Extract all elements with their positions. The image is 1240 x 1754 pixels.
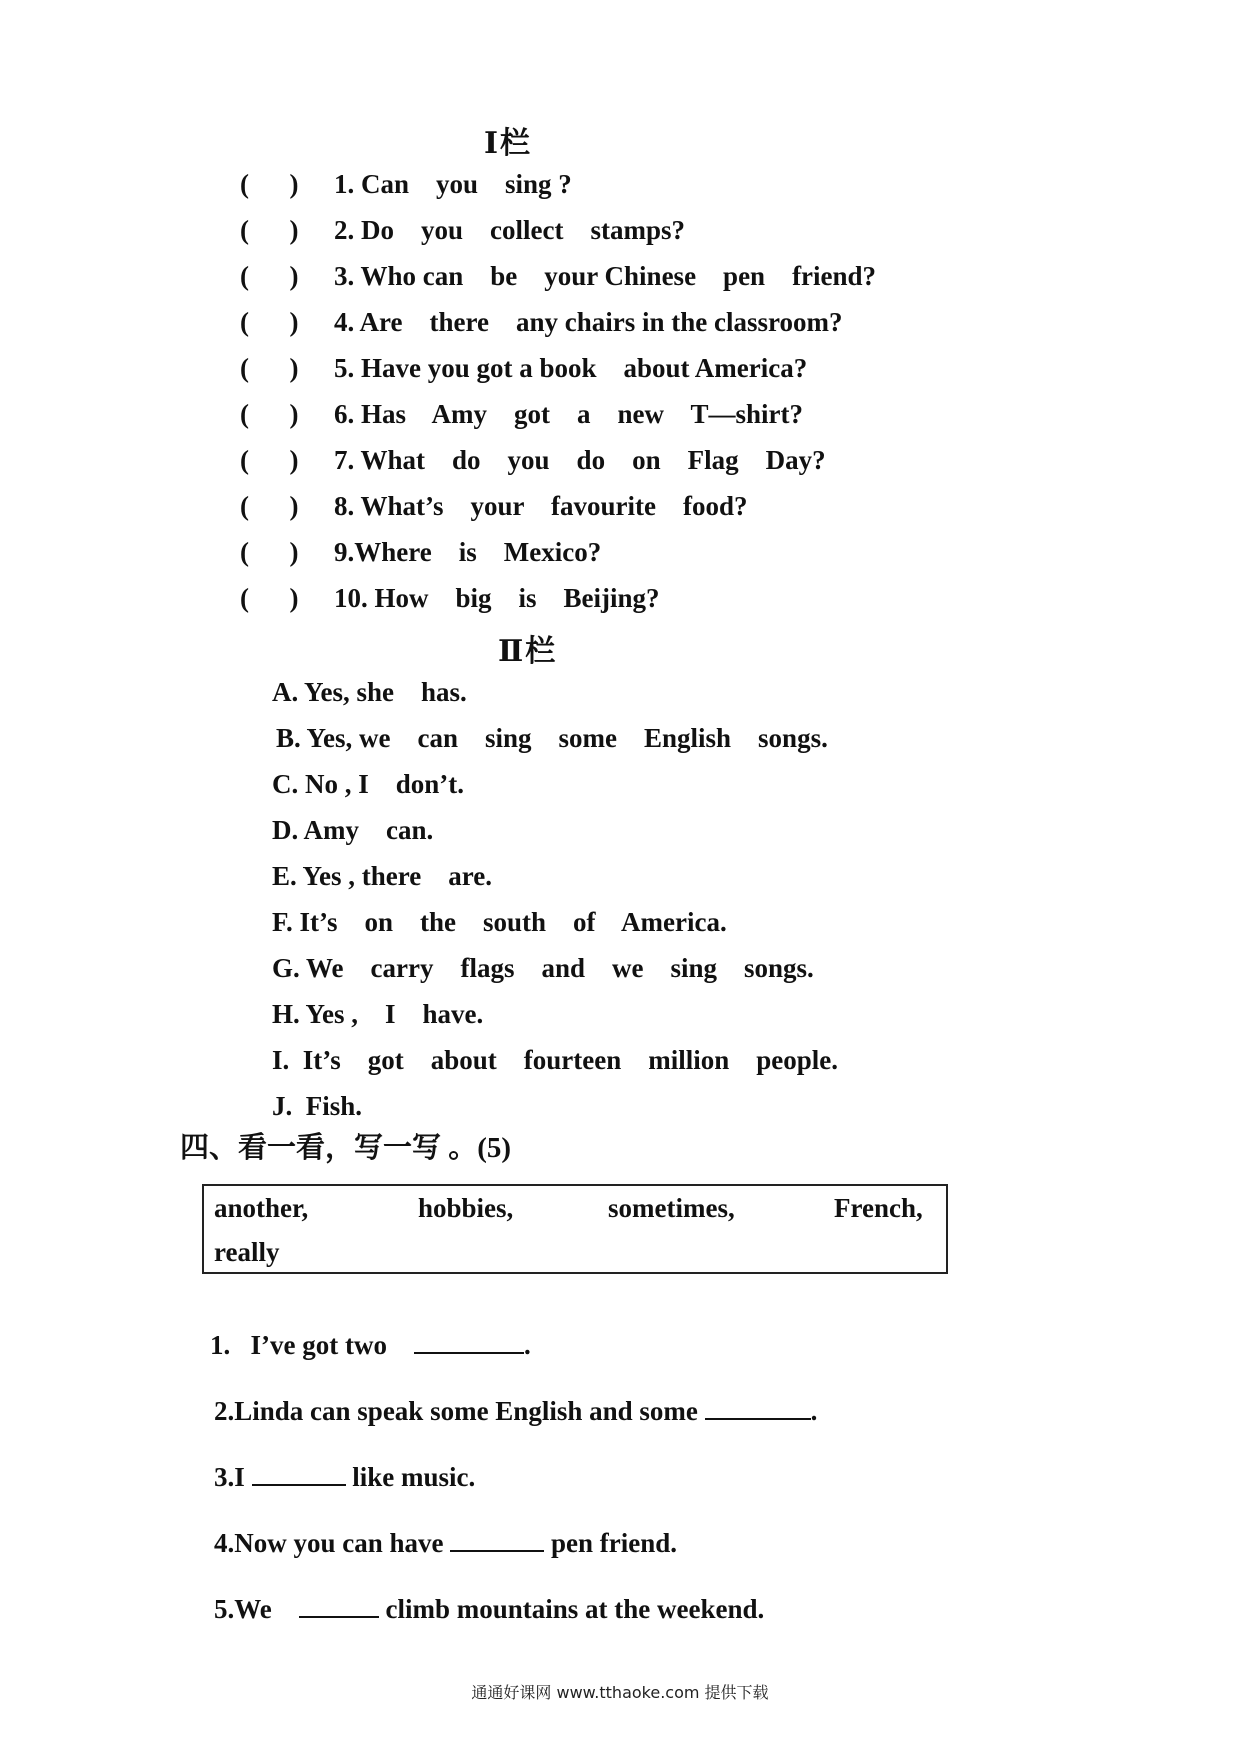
page-footer: 通通好课网 www.tthaoke.com 提供下载 [471, 1683, 769, 1702]
answer-paren[interactable]: ( ) [240, 215, 299, 245]
question-row [240, 258, 876, 294]
question-text: 10. How big is Beijing? [334, 583, 660, 613]
answer-option: D. Amy can. [272, 815, 434, 845]
answer-paren[interactable]: ( ) [240, 307, 299, 337]
answer-blank[interactable] [705, 1392, 811, 1420]
sentence-text: 2.Linda can speak some English and some [214, 1396, 705, 1426]
question-text: 1. Can you sing ? [334, 169, 572, 199]
section-4-heading: 四、看一看，写一写 。(5) [180, 1132, 512, 1164]
question-row [240, 488, 748, 524]
question-row [240, 534, 601, 570]
answer-option: I. It’s got about fourteen million people. [272, 1045, 838, 1075]
word-bank-item: really [214, 1237, 280, 1267]
fill-blank-sentence [214, 1590, 764, 1627]
question-row [240, 304, 842, 340]
question-row [240, 166, 572, 202]
word-bank-box [202, 1184, 948, 1274]
word-bank-item: hobbies, [418, 1193, 514, 1223]
answer-blank[interactable] [414, 1326, 524, 1354]
answer-paren[interactable]: ( ) [240, 491, 299, 521]
answer-option: J. Fish. [272, 1091, 363, 1121]
sentence-text: . [810, 1396, 818, 1426]
answer-blank[interactable] [252, 1458, 346, 1486]
fill-blank-sentence [210, 1326, 531, 1363]
question-row [240, 442, 826, 478]
answer-option: G. We carry flags and we sing songs. [272, 953, 814, 983]
sentence-text: 5.We [214, 1594, 299, 1624]
answer-option: C. No , I don’t. [272, 769, 465, 799]
question-text: 4. Are there any chairs in the classroom? [334, 307, 843, 337]
sentence-text: 1. I’ve got two [210, 1330, 414, 1360]
question-text: 7. What do you do on Flag Day? [334, 445, 826, 475]
fill-blank-sentence [214, 1458, 475, 1495]
question-text: 6. Has Amy got a new T—shirt? [334, 399, 804, 429]
answer-paren[interactable]: ( ) [240, 261, 299, 291]
word-bank-item: sometimes, [608, 1193, 735, 1223]
question-text: 9.Where is Mexico? [334, 537, 602, 567]
answer-paren[interactable]: ( ) [240, 445, 299, 475]
fill-blank-sentence [214, 1524, 677, 1561]
question-row [240, 580, 660, 616]
question-row [240, 350, 807, 386]
question-text: 2. Do you collect stamps? [334, 215, 685, 245]
question-row [240, 212, 685, 248]
sentence-text: pen friend. [544, 1528, 678, 1558]
sentence-text: climb mountains at the weekend. [378, 1594, 765, 1624]
question-row [240, 396, 803, 432]
word-bank-item: French, [834, 1193, 923, 1223]
sentence-text: 3.I [214, 1462, 252, 1492]
answer-paren[interactable]: ( ) [240, 169, 299, 199]
sentence-text: like music. [345, 1462, 476, 1492]
answer-paren[interactable]: ( ) [240, 399, 299, 429]
answer-option: H. Yes , I have. [272, 999, 484, 1029]
column-2-title: Ⅱ栏 [498, 635, 558, 668]
answer-option: F. It’s on the south of America. [272, 907, 727, 937]
answer-paren[interactable]: ( ) [240, 583, 299, 613]
question-text: 3. Who can be your Chinese pen friend? [334, 261, 877, 291]
question-text: 5. Have you got a book about America? [334, 353, 808, 383]
answer-blank[interactable] [450, 1524, 544, 1552]
fill-blank-sentence [214, 1392, 817, 1429]
sentence-text: 4.Now you can have [214, 1528, 451, 1558]
sentence-text: . [523, 1330, 531, 1360]
question-text: 8. What’s your favourite food? [334, 491, 748, 521]
answer-blank[interactable] [299, 1590, 379, 1618]
word-bank-item: another, [214, 1193, 309, 1223]
column-1-title: Ⅰ栏 [484, 127, 533, 160]
answer-option: A. Yes, she has. [272, 677, 467, 707]
answer-paren[interactable]: ( ) [240, 353, 299, 383]
answer-option: B. Yes, we can sing some English songs. [276, 723, 828, 753]
answer-paren[interactable]: ( ) [240, 537, 299, 567]
answer-option: E. Yes , there are. [272, 861, 492, 891]
